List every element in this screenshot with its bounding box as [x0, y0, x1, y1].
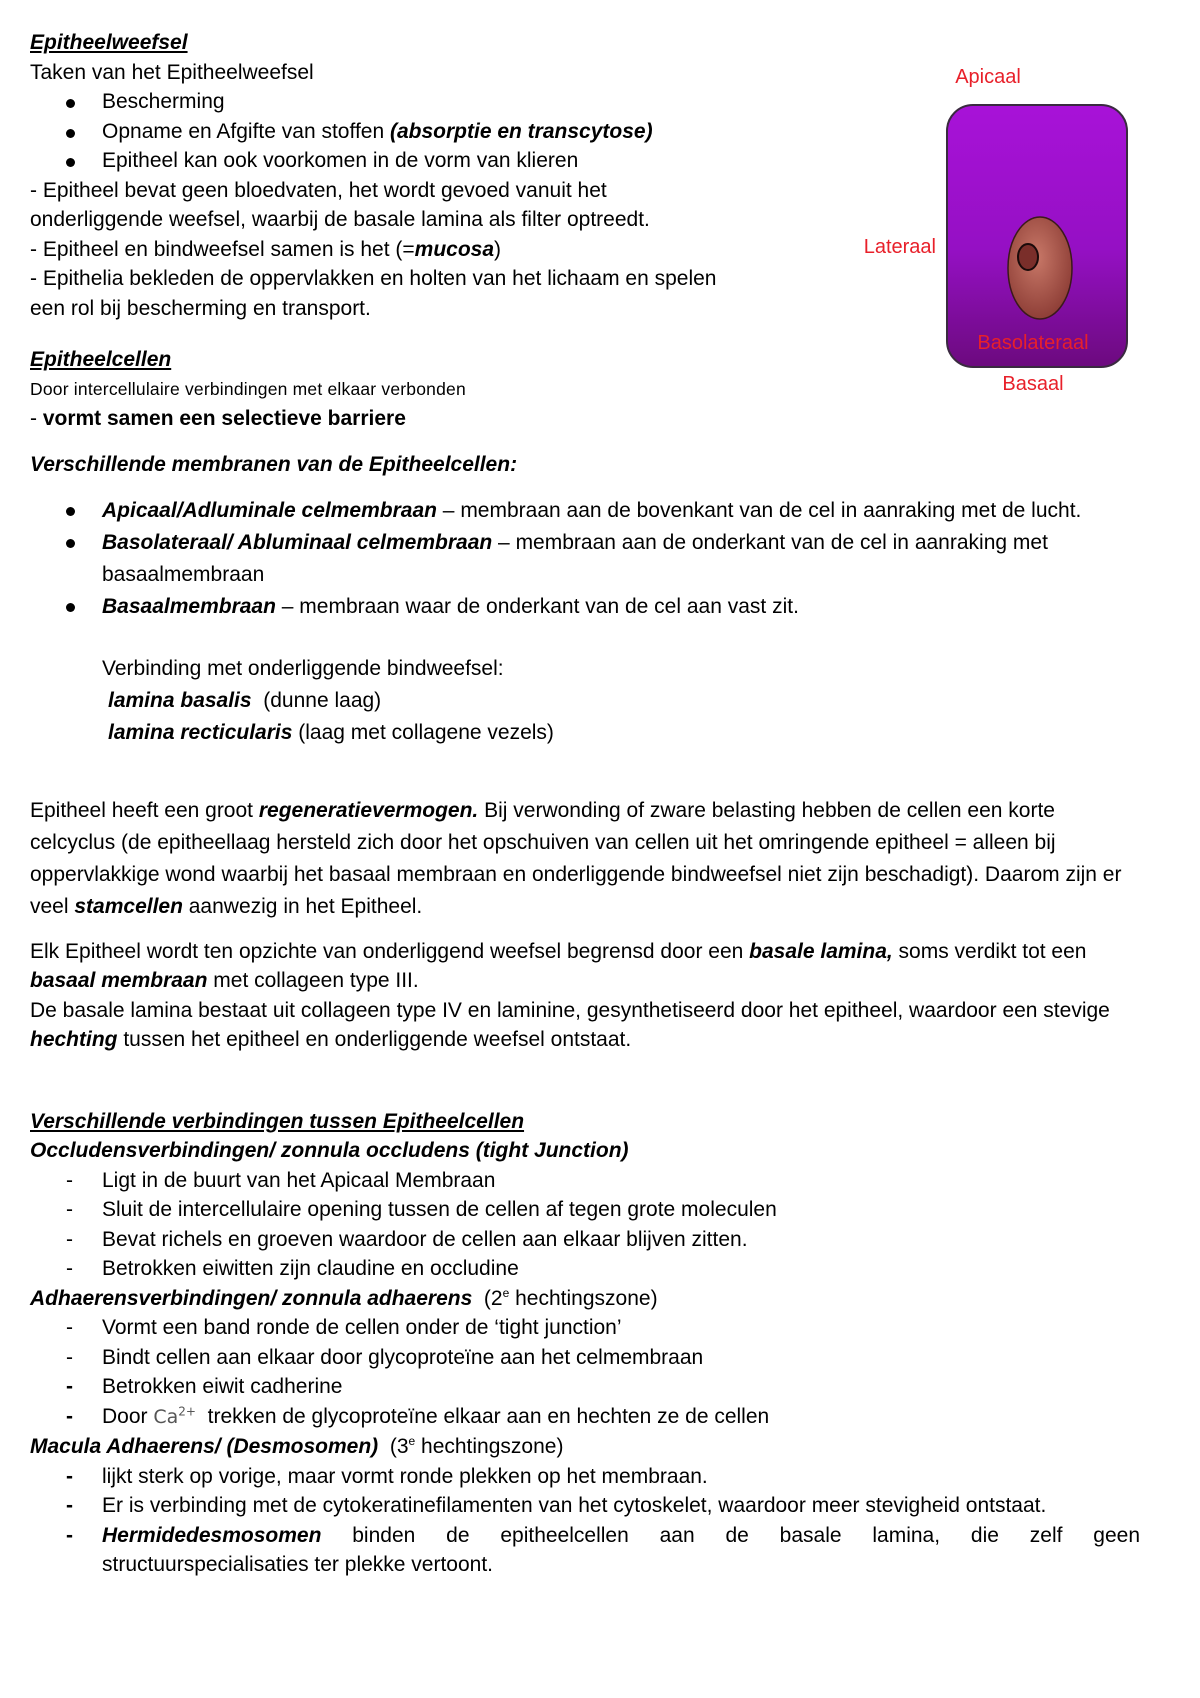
- list-item: - Bindt cellen aan elkaar door glycoproteïne aan het celmembraan: [30, 1343, 1140, 1373]
- list-item-desc: – membraan waar de onderkant van de cel aan vast zit.: [275, 594, 799, 618]
- list-item: - Sluit de intercellulaire opening tussen de cellen af tegen grote moleculen: [30, 1195, 1140, 1225]
- text-line: [30, 937, 1140, 996]
- text-line: een rol bij bescherming en transport.: [30, 296, 371, 320]
- list-item-text: Opname en Afgifte van stoffen: [102, 119, 390, 143]
- list-item: - Bevat richels en groeven waardoor de cellen aan elkaar blijven zitten.: [30, 1225, 1140, 1255]
- term-mucosa: mucosa: [414, 237, 495, 261]
- text-span: Epitheel heeft een groot: [30, 798, 259, 822]
- text-line: Door intercellulaire verbindingen met elkaar verbonden: [30, 378, 466, 399]
- occludens-title: Occludensverbindingen/ zonnula occludens (tight Junction): [30, 1139, 629, 1162]
- text-line: [102, 717, 1140, 749]
- list-item: - Er is verbinding met de cytokeratinefilamenten van het cytoskelet, waardoor meer stevigheid ontstaat.: [30, 1491, 1140, 1521]
- text-span: (laag met collagene vezels): [292, 720, 554, 744]
- label-apicaal: Apicaal: [955, 66, 1021, 88]
- text-span: soms verdikt tot een: [892, 939, 1087, 963]
- text-span: (3: [378, 1435, 409, 1458]
- list-item: [30, 1402, 1140, 1433]
- cell-nucleus: [1008, 217, 1072, 319]
- text-line: structuurspecialisaties ter plekke vertoont.: [102, 1553, 494, 1576]
- section-title-verbindingen: Verschillende verbindingen tussen Epitheelcellen: [30, 1109, 525, 1133]
- text-span: binden de epitheelcellen aan de basale lamina, die zelf geen: [321, 1523, 1140, 1547]
- list-item: [30, 591, 1140, 623]
- list-item: - Betrokken eiwitten zijn claudine en occludine: [30, 1254, 1140, 1284]
- epithelial-cell-diagram: [840, 55, 1160, 405]
- term-lamina-recticularis: lamina recticularis: [108, 720, 293, 744]
- list-item: [30, 495, 1140, 527]
- text-span: De basale lamina bestaat uit collageen type IV en laminine, gesynthetiseerd door het epitheel, waardoor een stevige: [30, 998, 1110, 1022]
- list-item: - Betrokken eiwit cadherine: [30, 1372, 1140, 1402]
- occludens-list: [30, 1166, 1140, 1284]
- text-line: - Epitheel bevat geen bloedvaten, het wordt gevoed vanuit het: [30, 178, 607, 202]
- list-item-term: Basaalmembraan: [102, 594, 276, 618]
- superscript: e: [408, 1434, 416, 1448]
- calcium-formula: [153, 1406, 196, 1428]
- section-title-epitheelweefsel: Epitheelweefsel: [30, 31, 188, 54]
- text-line: onderliggende weefsel, waarbij de basale lamina als filter optreedt.: [30, 208, 650, 231]
- list-item-term: Apicaal/Adluminale celmembraan: [102, 498, 437, 522]
- list-item: - Ligt in de buurt van het Apicaal Membraan: [30, 1166, 1140, 1196]
- text-span: ): [494, 237, 502, 261]
- nucleolus: [1018, 244, 1038, 270]
- text-line: [30, 996, 1140, 1055]
- text-span: trekken de glycoproteïne elkaar aan en hechten ze de cellen: [195, 1404, 770, 1428]
- label-basaal: Basaal: [1002, 373, 1064, 395]
- adhaerens-title: Adhaerensverbindingen/ zonnula adhaerens: [30, 1286, 473, 1310]
- term-hechting: hechting: [30, 1028, 118, 1051]
- section-verbindingen: [30, 1107, 1140, 1580]
- paragraph-regeneratie: [30, 795, 1140, 923]
- list-item-desc: – membraan aan de onderkant van de cel in aanraking met basaalmembraan: [102, 530, 1048, 586]
- section-epitheelcellen: [30, 345, 1140, 749]
- list-item-text: Epitheel kan ook voorkomen in de vorm van klieren: [102, 149, 579, 172]
- term-hermidedesmosomen: Hermidedesmosomen: [102, 1523, 322, 1547]
- macula-list: [30, 1462, 1140, 1580]
- text-span: - Epitheel en bindweefsel samen is het (=: [30, 237, 415, 261]
- text-span: aanwezig in het Epitheel.: [182, 894, 423, 918]
- superscript: e: [502, 1285, 510, 1300]
- superscript: 2+: [178, 1404, 196, 1419]
- subtitle-taken: Taken van het Epitheelweefsel: [30, 60, 314, 84]
- text-span: Door: [102, 1404, 154, 1428]
- list-item-text: Bescherming: [102, 90, 225, 113]
- section-title-epitheelcellen: Epitheelcellen: [30, 348, 172, 371]
- list-item-term: Basolateraal/ Abluminaal celmembraan: [102, 530, 493, 554]
- connection-title: Verbinding met onderliggende bindweefsel:: [102, 656, 504, 680]
- term-basale-lamina: basale lamina,: [749, 939, 893, 963]
- text-span: hechtingszone): [415, 1435, 564, 1458]
- membranes-list: [30, 495, 1140, 623]
- list-item-desc: – membraan aan de bovenkant van de cel in aanraking met de lucht.: [436, 498, 1082, 522]
- text-span: (dunne laag): [251, 688, 382, 712]
- term-lamina-basalis: lamina basalis: [108, 688, 252, 712]
- list-item: [30, 527, 1140, 591]
- list-item: [30, 1521, 1140, 1580]
- text-line: - Epithelia bekleden de oppervlakken en holten van het lichaam en spelen: [30, 267, 717, 290]
- list-item-emphasis: (absorptie en transcytose): [389, 119, 653, 143]
- macula-title-line: [30, 1432, 1140, 1462]
- term-regeneratievermogen: regeneratievermogen.: [258, 798, 479, 822]
- list-item: - lijkt sterk op vorige, maar vormt ronde plekken op het membraan.: [30, 1462, 1140, 1492]
- adhaerens-list: [30, 1313, 1140, 1432]
- text-bold: vormt samen een selectieve barriere: [42, 407, 406, 430]
- label-lateraal: Lateraal: [863, 236, 936, 258]
- list-item: - Vormt een band ronde de cellen onder de ‘tight junction’: [30, 1313, 1140, 1343]
- text-line: [30, 404, 1140, 434]
- text-span: Ca: [153, 1405, 179, 1428]
- text-line: [102, 1521, 1140, 1551]
- term-basaal-membraan: basaal membraan: [30, 969, 208, 992]
- adhaerens-title-line: [30, 1284, 1140, 1314]
- label-basolateraal: Basolateraal: [977, 332, 1089, 354]
- text-span: met collageen type III.: [207, 969, 419, 992]
- text-span: Elk Epitheel wordt ten opzichte van onderliggend weefsel begrensd door een: [30, 939, 750, 963]
- connection-block: [30, 653, 1140, 749]
- membranes-title: Verschillende membranen van de Epitheelcellen:: [30, 452, 518, 476]
- macula-title: Macula Adhaerens/ (Desmosomen): [30, 1435, 379, 1458]
- text-span: hechtingszone): [509, 1286, 658, 1310]
- text-span: Bij verwonding of zware belasting hebben de cellen een korte celcyclus (de epitheellaag hersteld zich door het opschuiven van cellen uit het omringende epitheel = alleen bij oppervlakkige wond waarbij het basaal membraan en onderliggende bindweefsel niet zijn beschadigt). Daarom zijn er veel: [30, 798, 1122, 918]
- paragraph-basale-lamina: [30, 937, 1140, 1055]
- text-span: tussen het epitheel en onderliggende weefsel ontstaat.: [117, 1028, 632, 1051]
- text-span: (2: [472, 1286, 503, 1310]
- term-stamcellen: stamcellen: [74, 894, 183, 918]
- text-line: [102, 685, 1140, 717]
- text-span: -: [30, 407, 43, 430]
